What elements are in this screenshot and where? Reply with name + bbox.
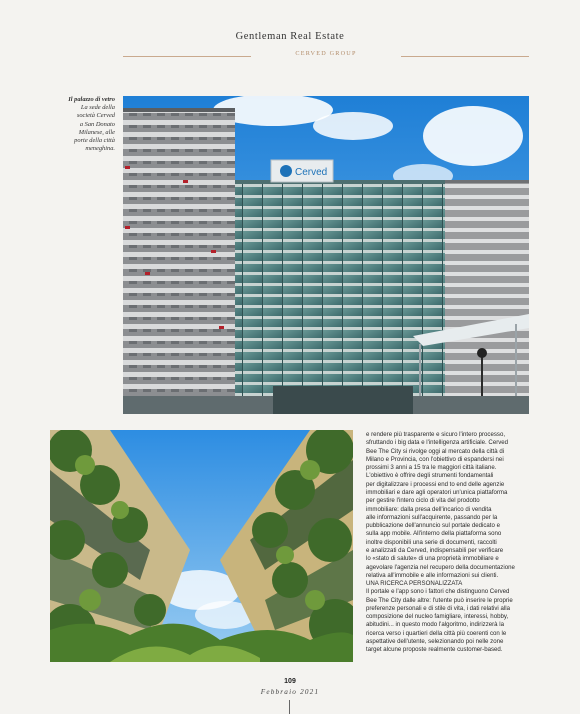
section-rule-right — [401, 56, 529, 57]
text-line: abitudini... in questo modo l'algoritmo, indirizzerà la — [366, 621, 505, 629]
caption-line: Milanese, alle — [78, 128, 115, 136]
caption-line: La sede della — [80, 104, 115, 112]
text-line: lo «stato di salute» di una proprietà immobiliare e — [366, 555, 499, 563]
article-subheading: UNA RICERCA PERSONALIZZATA — [366, 580, 463, 588]
text-line: Il portale e l'app sono i fattori che distinguono Cerved — [366, 588, 510, 596]
magazine-title: Gentleman Real Estate — [235, 31, 345, 42]
article-text — [366, 431, 532, 655]
paragraph-1 — [366, 431, 532, 580]
issue-date: Febbraio 2021 — [260, 688, 320, 696]
text-line: sulla app mobile. All'interno della piattaforma sono — [366, 530, 502, 538]
text-line: Milano e Provincia, con l'obiettivo di espandersi nei — [366, 455, 504, 463]
text-line: per digitalizzare i processi end to end delle agenzie — [366, 480, 505, 488]
text-line: e analizzati da Cerved, indispensabili per verificare — [366, 546, 504, 554]
text-line: prossimi 3 anni a 15 tra le maggiori città italiane. — [366, 464, 497, 472]
footer-divider — [289, 700, 290, 714]
page-number: 109 — [284, 678, 296, 685]
text-line: inoltre disponibili una serie di documenti, raccolti — [366, 538, 497, 546]
photo-caption — [50, 96, 115, 153]
text-line: e rendere più trasparente e sicuro l'intero processo, — [366, 431, 506, 438]
caption-line: porte della città — [74, 137, 115, 145]
text-line: relativa all'immobile e alle informazioni sui clienti. — [366, 571, 499, 579]
text-line: sfruttando i big data e l'intelligenza artificiale. Cerved — [366, 439, 509, 447]
text-line: L'obiettivo è offrire degli strumenti fondamentali — [366, 472, 494, 480]
text-line: ricerca verso i quartieri della città più coerenti con le — [366, 629, 507, 637]
text-line: Bee The City si rivolge oggi al mercato della città di — [366, 447, 505, 455]
text-line: preferenze personali e di stile di vita, i dati relativi alla — [366, 604, 510, 612]
text-line: Bee The City dalle altre: l'utente può inserire le proprie — [366, 596, 513, 604]
section-label: CERVED GROUP — [295, 50, 357, 57]
text-line: immobiliari e dare agli operatori un'unica piattaforma — [366, 488, 508, 496]
text-line: immobiliare: dalla presa dell'incarico di vendita — [366, 505, 492, 513]
text-line: composizione del nucleo famigliare, interessi, hobby, — [366, 613, 509, 621]
cerved-sign-text: Cerved — [295, 167, 328, 178]
text-line: agevolare l'agenzia nel recupero della documentazione — [366, 563, 515, 571]
caption-line: società Cerved — [76, 112, 115, 120]
caption-line: meneghina. — [85, 145, 115, 153]
vertical-forest-photo — [50, 430, 353, 662]
section-header — [123, 50, 529, 62]
text-line: per gestire l'intero ciclo di vita del prodotto — [366, 497, 480, 505]
paragraph-2 — [366, 588, 532, 654]
caption-line: a San Donato — [79, 120, 115, 128]
building-photo — [123, 96, 529, 414]
text-line: target alcune proposte realmente customer-based. — [366, 646, 503, 654]
text-line: pubblicazione dell'annuncio sul portale dedicato e — [366, 522, 500, 530]
text-line: alle informazioni sull'acquirente, passando per la — [366, 513, 498, 521]
caption-title: Il palazzo di vetro — [68, 96, 115, 103]
text-line: aspettative dell'utente, selezionando poi nelle zone — [366, 638, 504, 646]
